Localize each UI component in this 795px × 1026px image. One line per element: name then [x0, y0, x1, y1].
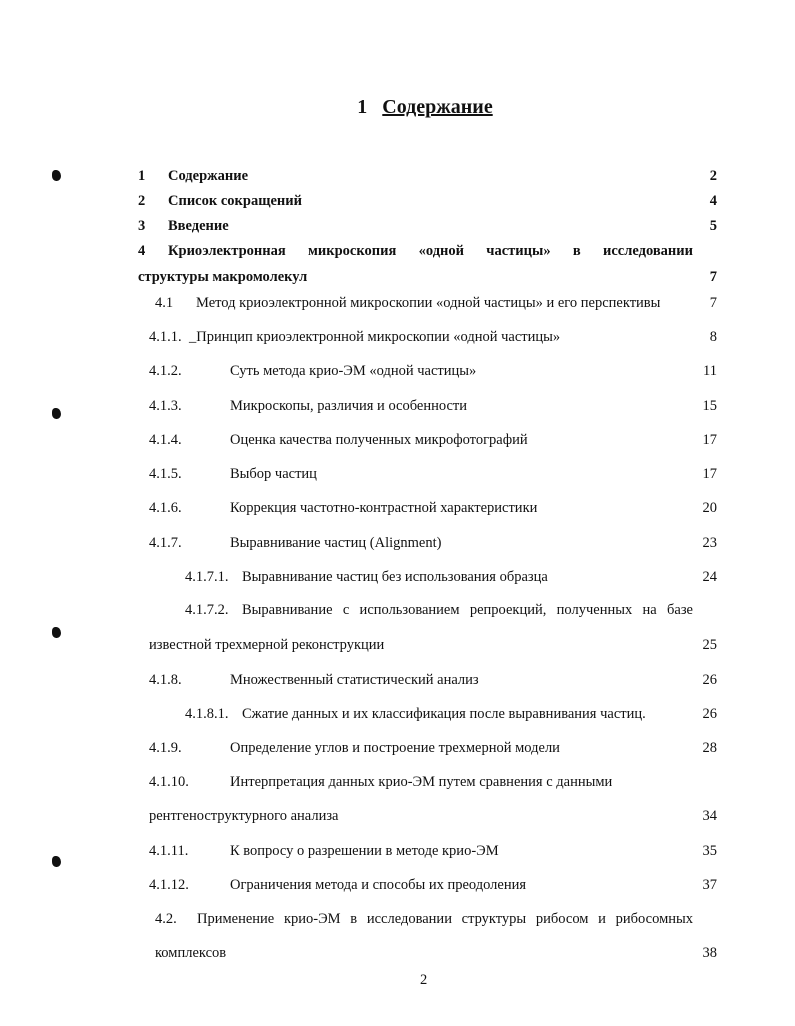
toc-entry-page: 7	[709, 295, 717, 311]
toc-entry-number: 4.1.4.	[149, 432, 182, 448]
toc-entry-title: Выравнивание с использованием репроекций, полученных на базе	[242, 602, 693, 618]
toc-entry-page: 35	[702, 843, 717, 859]
toc-entry-number: 4.1.8.	[149, 672, 182, 688]
toc-entry-title: Множественный статистический анализ	[230, 672, 479, 688]
toc-entry-number: 4.1.7.1.	[185, 569, 229, 585]
toc-entry-page: 34	[702, 808, 717, 824]
toc-entry-title: Сжатие данных и их классификация после выравнивания частиц.	[242, 706, 646, 722]
toc-entry-page: 28	[702, 740, 717, 756]
toc-entry-title: Выравнивание частиц без использования образца	[242, 569, 548, 585]
scan-blot	[52, 856, 61, 867]
heading-number: 1	[357, 96, 368, 118]
toc-entry-title: Содержание	[168, 168, 249, 184]
toc-entry-title: Выравнивание частиц (Alignment)	[230, 535, 442, 551]
toc-entry-title: Применение крио-ЭМ в исследовании структуры рибосом и рибосомных	[197, 911, 693, 927]
toc-entry-page: 38	[702, 945, 717, 961]
toc-entry-number: 4.1.7.2.	[185, 602, 229, 618]
toc-entry-number: 1	[138, 168, 146, 184]
toc-entry-title: Суть метода крио-ЭМ «одной частицы»	[230, 363, 477, 379]
toc-entry-page: 17	[702, 466, 717, 482]
toc-entry-title: Введение	[168, 218, 229, 234]
toc-entry-number: 2	[138, 193, 146, 209]
toc-entry-page: 11	[703, 363, 717, 379]
toc-entry-number: 4.1.11.	[149, 843, 189, 859]
toc-entry-page: 17	[702, 432, 717, 448]
toc-entry-title: Список сокращений	[168, 193, 302, 209]
toc-entry-number: 4.1.1.	[149, 329, 182, 345]
toc-entry-number: 4.1.3.	[149, 398, 182, 414]
toc-entry-page: 37	[702, 877, 717, 893]
toc-entry-page: 23	[702, 535, 717, 551]
toc-entry-title: Интерпретация данных крио-ЭМ путем сравнения с данными	[230, 774, 613, 790]
toc-entry-page: 2	[709, 168, 717, 184]
heading-text: Содержание	[382, 96, 493, 118]
toc-entry-number: 4	[138, 243, 146, 259]
toc-entry-number: 4.1.6.	[149, 500, 182, 516]
toc-entry-title: Оценка качества полученных микрофотографий	[230, 432, 528, 448]
toc-entry-page: 5	[709, 218, 717, 234]
toc-entry-title: Криоэлектронная микроскопия «одной частицы» в исследовании	[168, 243, 693, 259]
toc-entry-page: 25	[702, 637, 717, 653]
toc-entry-title-continued: структуры макромолекул	[138, 269, 308, 285]
toc-entry-title-continued: комплексов	[155, 945, 227, 961]
toc-entry-number: 4.1.8.1.	[185, 706, 229, 722]
toc-entry-page: 26	[702, 672, 717, 688]
toc-entry-number: 3	[138, 218, 146, 234]
toc-entry-title: _Принцип криоэлектронной микроскопии «одной частицы»	[189, 329, 561, 345]
scan-blot	[52, 627, 61, 638]
toc-entry-page: 26	[702, 706, 717, 722]
toc-entry-page: 8	[709, 329, 717, 345]
toc-entry-page: 24	[702, 569, 717, 585]
toc-entry-number: 4.1.7.	[149, 535, 182, 551]
toc-entry-title: Коррекция частотно-контрастной характеристики	[230, 500, 538, 516]
toc-entry-page: 7	[709, 269, 717, 285]
toc-entry-number: 4.1	[155, 295, 174, 311]
scan-blot	[52, 170, 61, 181]
toc-entry-title: Микроскопы, различия и особенности	[230, 398, 468, 414]
toc-entry-title: Метод криоэлектронной микроскопии «одной частицы» и его перспективы	[196, 295, 661, 311]
toc-entry-page: 4	[709, 193, 717, 209]
toc-entry-number: 4.1.12.	[149, 877, 189, 893]
toc-entry-title: К вопросу о разрешении в методе крио-ЭМ	[230, 843, 499, 859]
scan-blot	[52, 408, 61, 419]
toc-entry-title-continued: известной трехмерной реконструкции	[149, 637, 385, 653]
toc-entry-page: 15	[702, 398, 717, 414]
toc-entry-title: Определение углов и построение трехмерной модели	[230, 740, 560, 756]
toc-entry-number: 4.2.	[155, 911, 177, 927]
toc-entry-number: 4.1.5.	[149, 466, 182, 482]
toc-entry-number: 4.1.10.	[149, 774, 189, 790]
toc-entry-number: 4.1.2.	[149, 363, 182, 379]
toc-entry-title-continued: рентгеноструктурного анализа	[149, 808, 339, 824]
page-title	[0, 96, 795, 119]
toc-entry-title: Выбор частиц	[230, 466, 317, 482]
page-number: 2	[420, 972, 428, 988]
toc-entry-page: 20	[702, 500, 717, 516]
toc-entry-title: Ограничения метода и способы их преодоления	[230, 877, 527, 893]
toc-entry-number: 4.1.9.	[149, 740, 182, 756]
